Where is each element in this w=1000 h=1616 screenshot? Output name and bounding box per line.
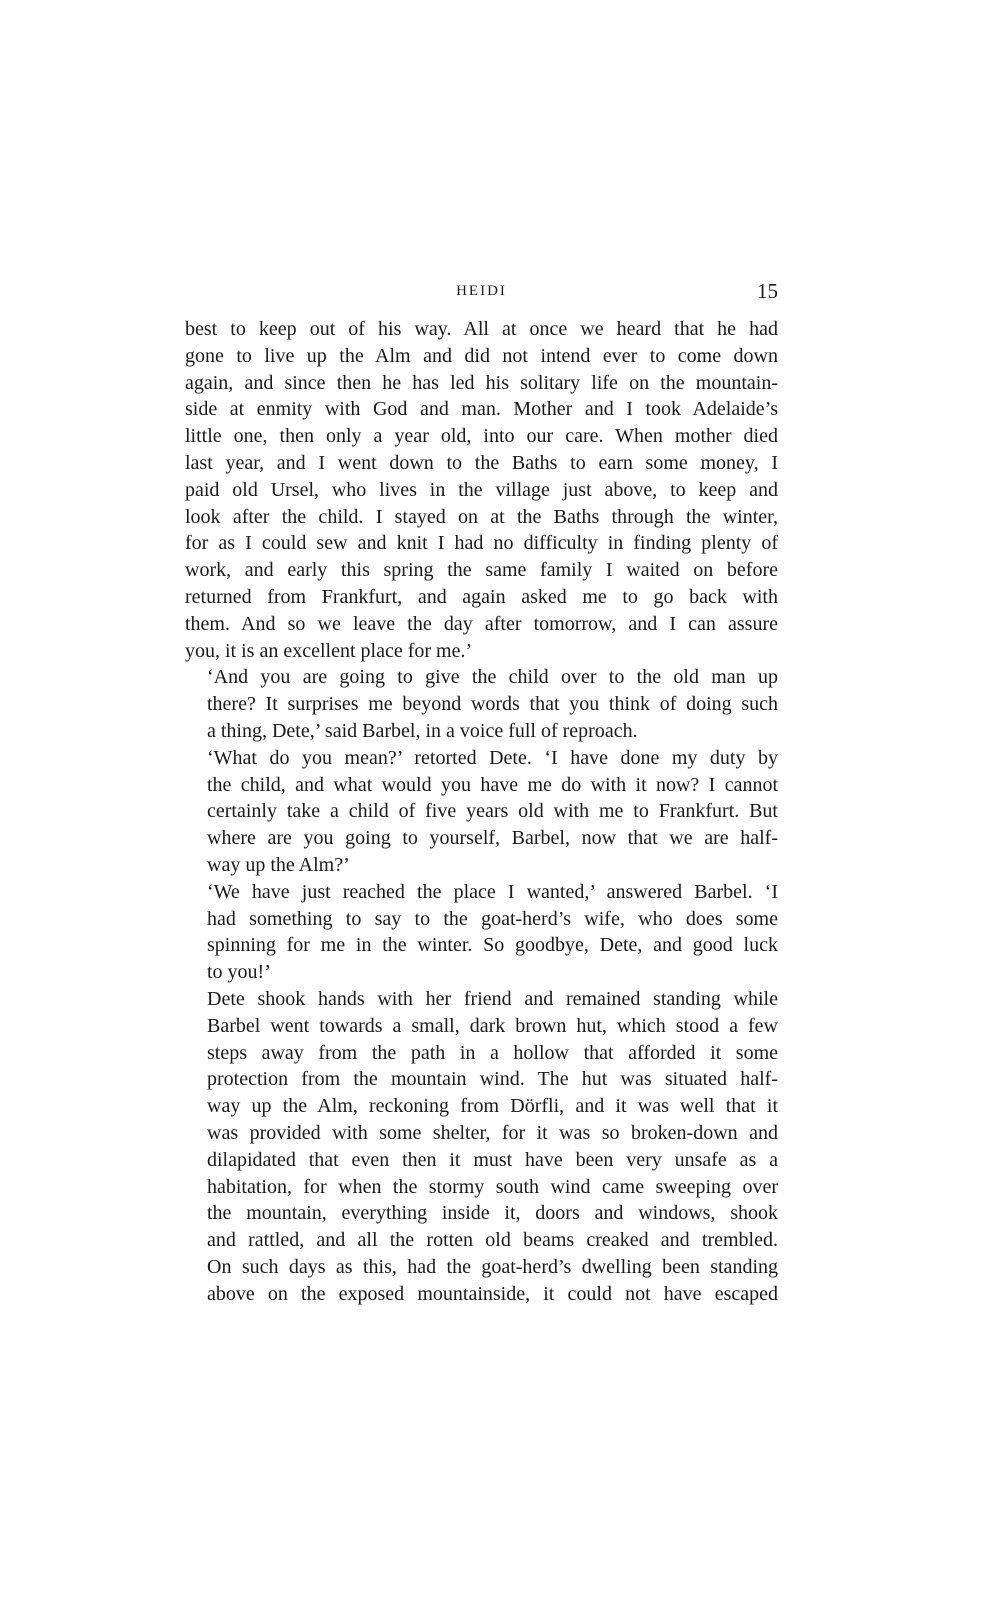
text-line: paid old Ursel, who lives in the village just above, to keep and [185,478,778,501]
text-line: the mountain, everything inside it, doors and windows, shook [207,1202,778,1225]
text-line: ‘We have just reached the place I wanted,’ answered Barbel. ‘I [207,880,778,903]
text-line: look after the child. I stayed on at the Baths through the winter, [185,505,778,528]
text-line: was provided with some shelter, for it was so broken-down and [207,1121,778,1144]
text-line: protection from the mountain wind. The hut was situated half- [207,1068,778,1091]
text-line: gone to live up the Alm and did not intend ever to come down [185,344,778,367]
text-line: the child, and what would you have me do with it now? I cannot [207,773,778,796]
paragraph [185,745,778,879]
text-line: way up the Alm?’ [207,853,350,876]
text-line: side at enmity with God and man. Mother and I took Adelaide’s [185,398,778,421]
text-line: dilapidated that even then it must have been very unsafe as a [207,1148,778,1171]
paragraph [185,316,778,664]
text-line: ‘And you are going to give the child over to the old man up [207,666,778,689]
text-line: returned from Frankfurt, and again asked me to go back with [185,585,778,608]
text-line: a thing, Dete,’ said Barbel, in a voice full of reproach. [207,719,638,742]
text-line: work, and early this spring the same family I waited on before [185,559,778,582]
text-line: had something to say to the goat-herd’s wife, who does some [207,907,778,930]
paragraph [185,664,778,744]
body-text [185,316,778,1307]
text-line: steps away from the path in a hollow that afforded it some [207,1041,778,1064]
text-line: you, it is an excellent place for me.’ [185,639,473,662]
text-line: Barbel went towards a small, dark brown hut, which stood a few [207,1014,778,1037]
text-line: way up the Alm, reckoning from Dörfli, and it was well that it [207,1095,778,1118]
text-line: little one, then only a year old, into our care. When mother died [185,425,778,448]
text-line: On such days as this, had the goat-herd’s dwelling been standing [207,1255,778,1278]
text-line: and rattled, and all the rotten old beams creaked and trembled. [207,1229,778,1252]
text-line: spinning for me in the winter. So goodbye, Dete, and good luck [207,934,778,957]
page-number: 15 [757,279,778,303]
text-line: certainly take a child of five years old with me to Frankfurt. But [207,800,778,823]
text-line: there? It surprises me beyond words that you think of doing such [207,693,778,716]
text-line: habitation, for when the stormy south wind came sweeping over [207,1175,778,1198]
text-line: for as I could sew and knit I had no difficulty in finding plenty of [185,532,778,555]
text-line: above on the exposed mountainside, it could not have escaped [207,1282,778,1305]
text-line: to you!’ [207,961,271,984]
paragraph [185,986,778,1308]
paragraph [185,879,778,986]
text-line: Dete shook hands with her friend and remained standing while [207,987,778,1010]
text-line: last year, and I went down to the Baths to earn some money, I [185,451,778,474]
text-line: best to keep out of his way. All at once we heard that he had [185,318,778,340]
text-line: where are you going to yourself, Barbel, now that we are half- [207,827,778,850]
text-line: again, and since then he has led his solitary life on the mountain- [185,371,778,394]
running-title: HEIDI [456,283,507,299]
running-head [185,276,778,306]
text-line: ‘What do you mean?’ retorted Dete. ‘I have done my duty by [207,746,778,769]
text-line: them. And so we leave the day after tomorrow, and I can assure [185,612,778,635]
